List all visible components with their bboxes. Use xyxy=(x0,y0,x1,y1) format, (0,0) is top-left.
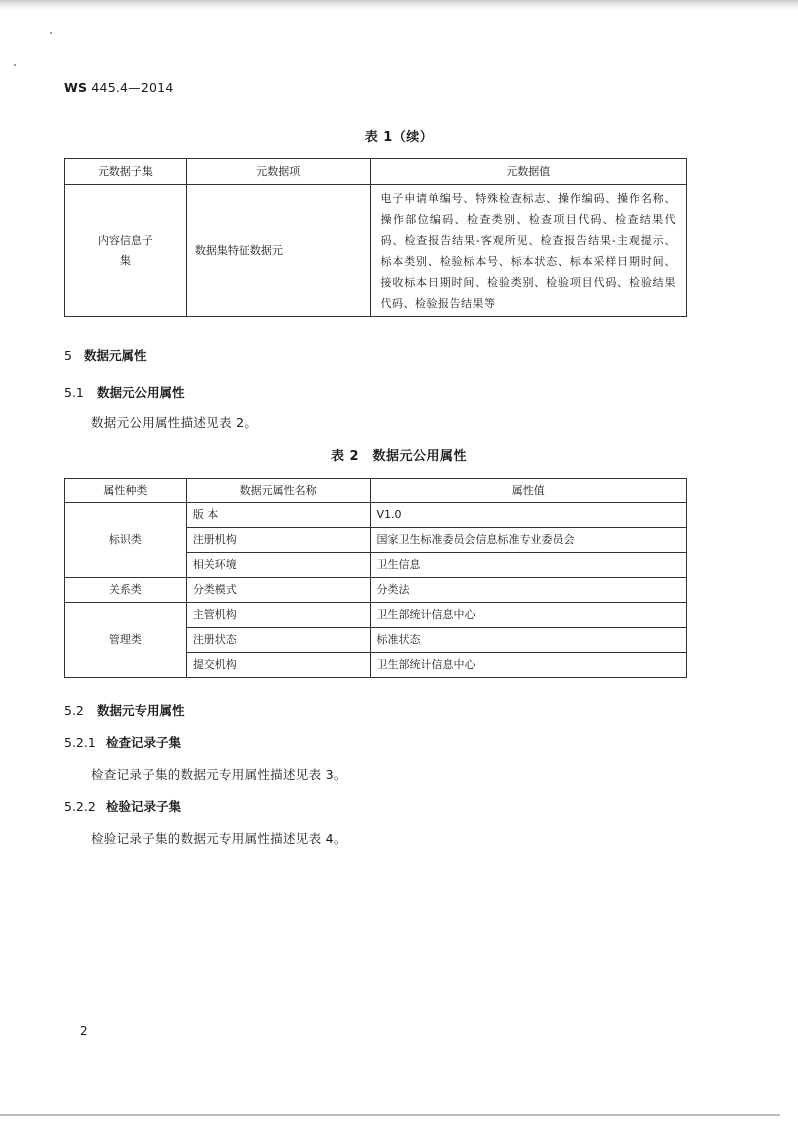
table2-col-name: 数据元属性名称 xyxy=(186,479,370,503)
table2-caption: 表 2 数据元公用属性 xyxy=(330,449,468,464)
section-title: 检验记录子集 xyxy=(106,799,182,814)
section-5-2-1-heading xyxy=(64,733,181,751)
table2-header-row xyxy=(65,479,687,503)
section-number: 5.2 xyxy=(64,703,84,718)
table-row xyxy=(65,603,687,628)
table-row xyxy=(65,185,687,317)
scan-speck xyxy=(50,32,52,34)
table2-name-cell: 主管机构 xyxy=(186,603,370,628)
table1-caption: 表 1（续） xyxy=(364,130,434,145)
table2-category-cell: 管理类 xyxy=(65,603,187,678)
table1-item-cell: 数据集特征数据元 xyxy=(186,185,370,317)
scan-speck xyxy=(14,64,16,66)
table2-name-cell: 提交机构 xyxy=(186,653,370,678)
section-5-2-2-paragraph: 检验记录子集的数据元专用属性描述见表 4。 xyxy=(91,831,347,846)
section-number: 5.2.2 xyxy=(64,799,96,814)
table1-col-subset: 元数据子集 xyxy=(65,159,187,185)
table2-value-cell: V1.0 xyxy=(370,503,687,528)
table2-value-cell: 标准状态 xyxy=(370,628,687,653)
section-number: 5.1 xyxy=(64,385,84,400)
table1 xyxy=(64,158,687,317)
table2-value-cell: 国家卫生标准委员会信息标准专业委员会 xyxy=(370,528,687,553)
section-number: 5 xyxy=(64,348,72,363)
table2-value-cell: 分类法 xyxy=(370,578,687,603)
standard-code: WS xyxy=(64,80,88,95)
section-5-2-heading xyxy=(64,701,185,719)
table2-col-category: 属性种类 xyxy=(65,479,187,503)
table1-value-cell: 电子申请单编号、特殊检查标志、操作编码、操作名称、操作部位编码、检查类别、检查项目代码、检查结果代码、检查报告结果-客观所见、检查报告结果-主观提示、标本类别、检验标本号、标本状态、标本采样日期时间、接收标本日期时间、检验类别、检验项目代码、检验结果代码、检验报告结果等 xyxy=(370,185,686,317)
table2-category-cell: 关系类 xyxy=(65,578,187,603)
table1-col-item: 元数据项 xyxy=(186,159,370,185)
section-5-1-paragraph: 数据元公用属性描述见表 2。 xyxy=(91,415,258,430)
table2-value-cell: 卫生部统计信息中心 xyxy=(370,653,687,678)
table-row xyxy=(65,503,687,528)
table1-col-value: 元数据值 xyxy=(370,159,686,185)
table-row xyxy=(65,578,687,603)
section-5-1-heading xyxy=(64,383,185,401)
table2-name-cell: 分类模式 xyxy=(186,578,370,603)
table2-category-cell: 标识类 xyxy=(65,503,187,578)
page-number: 2 xyxy=(80,1024,88,1038)
standard-number: 445.4—2014 xyxy=(91,80,174,95)
table1-header-row xyxy=(65,159,687,185)
section-5-heading xyxy=(64,346,147,364)
section-title: 数据元公用属性 xyxy=(97,385,185,400)
table2-name-cell: 相关环境 xyxy=(186,553,370,578)
standard-header xyxy=(64,80,174,95)
table2-col-value: 属性值 xyxy=(370,479,687,503)
section-5-2-2-heading xyxy=(64,797,181,815)
table2-value-cell: 卫生信息 xyxy=(370,553,687,578)
scan-edge-bottom xyxy=(0,1114,780,1116)
table2 xyxy=(64,478,687,678)
section-title: 数据元属性 xyxy=(84,348,147,363)
table2-value-cell: 卫生部统计信息中心 xyxy=(370,603,687,628)
section-number: 5.2.1 xyxy=(64,735,96,750)
table2-name-cell: 注册机构 xyxy=(186,528,370,553)
table2-name-cell: 注册状态 xyxy=(186,628,370,653)
scan-edge-top xyxy=(0,0,798,10)
section-5-2-1-paragraph: 检查记录子集的数据元专用属性描述见表 3。 xyxy=(91,767,347,782)
table1-subset-cell: 内容信息子集 xyxy=(65,185,187,317)
table2-name-cell: 版 本 xyxy=(186,503,370,528)
section-title: 检查记录子集 xyxy=(106,735,182,750)
section-title: 数据元专用属性 xyxy=(97,703,185,718)
